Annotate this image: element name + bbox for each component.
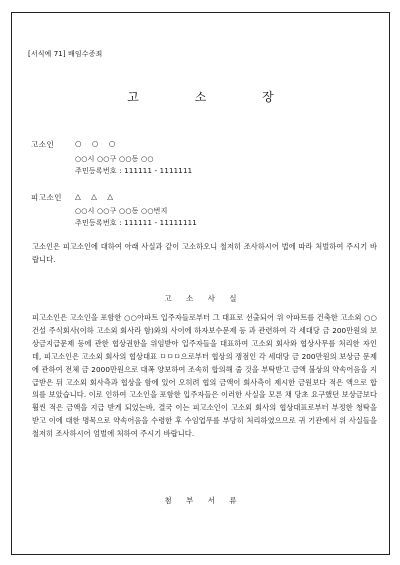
complainant-address: ○○시 ○○구 ○○동 ○○ bbox=[75, 155, 154, 163]
complainant-label: 고소인 bbox=[31, 140, 55, 149]
document-page bbox=[11, 12, 390, 555]
accused-address: ○○시 ○○구 ○○동 ○○번지 bbox=[75, 207, 168, 215]
complainant-name: ○ ○ ○ bbox=[75, 139, 120, 148]
form-number: [서식예 71] 배임수증죄 bbox=[28, 50, 103, 58]
document-title: 고 소 장 bbox=[127, 90, 300, 104]
complainant-id-number: 주민등록번호 : 111111 - 1111111 bbox=[75, 167, 193, 175]
accused-id-number: 주민등록번호 : 111111 - 11111111 bbox=[75, 219, 197, 227]
request-paragraph: 고소인은 피고소인에 대하여 아래 사실과 같이 고소하오니 철저히 조사하시어 법에 따라 처벌하여 주시기 바랍니다. bbox=[32, 242, 377, 264]
facts-heading: 고 소 사 실 bbox=[164, 294, 243, 303]
bottom-border bbox=[12, 554, 389, 555]
attachments-heading: 첨 부 서 류 bbox=[164, 496, 243, 505]
accused-name: △ △ △ bbox=[75, 192, 118, 201]
top-border bbox=[12, 12, 389, 13]
facts-paragraph: 피고소인은 고소인을 포함한 ○○아파트 입주자들로부터 그 대표로 선출되어 위 아파트를 건축한 고소외 ○○건설 주식회사(이하 고소외 회사라 함)와의 사이에 하자보수문제 등 과 관련하여 각 세대당 금 200만원의 보상금지급문제 등에 관한 협상권한을 위임받아 입주자들을 대표하여 고소외 회사와 협상사무를 처리한 자인데, 피고소인은 고소외 회사의 협상대표 ㅁㅁㅁ으로부터 협상의 쟁점인 각 세대당 금 200만원의 보상금 문제에 관하여 전체 금 2000만원으로 대폭 양보하여 조속히 합의해 줄 것을 부탁받고 금액 불상의 약속어음을 지급받은 뒤 고소외 회사측과 협상을 함에 있어 오히려 협의 금액이 회사측이 제시한 금원보다 적은 액으로 합의를 보았습니다. 이로 인하여 고소인을 포함한 입주자들은 이러한 사실을 모른 채 당초 요구했던 보상금보다 훨씬 적은 금액을 지급 받게 되었는바, 결국 이는 피고소인이 고소외 회사의 협상대표로부터 부정한 청탁을 받고 이에 대한 명목으로 약속어음을 수령한 후 수임업무를 부당히 처리하였으므로 귀 기관에서 위 사실들을 철저히 조사하시어 엄벌에 처하여 주시기 바랍니다. bbox=[32, 313, 377, 439]
accused-label: 피고소인 bbox=[31, 193, 62, 202]
